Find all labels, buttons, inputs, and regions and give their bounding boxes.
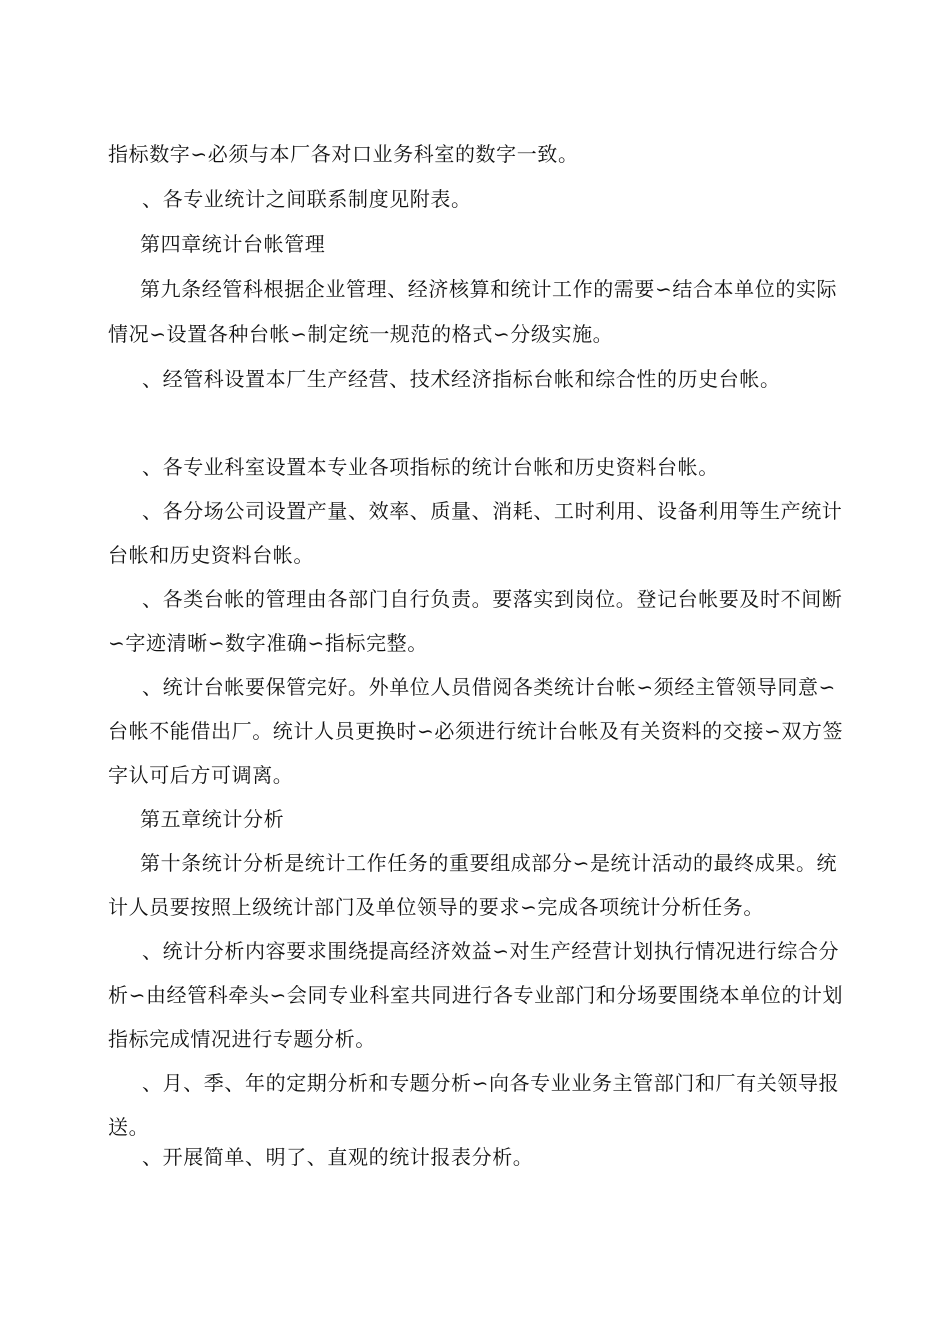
text-line: 指标数字∽必须与本厂各对口业务科室的数字一致。	[108, 142, 579, 166]
text-line: 情况∽设置各种台帐∽制定统一规范的格式∽分级实施。	[108, 322, 614, 346]
text-line: 字认可后方可调离。	[108, 763, 294, 787]
text-line: 第九条经管科根据企业管理、经济核算和统计工作的需要∽结合本单位的实际	[140, 277, 838, 301]
text-line: 、经管科设置本厂生产经营、技术经济指标台帐和综合性的历史台帐。	[142, 367, 781, 391]
text-line: 、各专业统计之间联系制度见附表。	[142, 187, 472, 211]
text-line: 、各类台帐的管理由各部门自行负责。要落实到岗位。登记台帐要及时不间断	[142, 587, 843, 611]
text-line: 台帐不能借出厂。统计人员更换时∽必须进行统计台帐及有关资料的交接∽双方签	[108, 719, 844, 743]
text-line: 指标完成情况进行专题分析。	[108, 1027, 376, 1051]
text-line: 、月、季、年的定期分析和专题分析∽向各专业业务主管部门和厂有关领导报	[142, 1071, 840, 1095]
text-line: 送。	[108, 1115, 150, 1139]
chapter-heading: 第五章统计分析	[140, 807, 285, 831]
text-line: 、各专业科室设置本专业各项指标的统计台帐和历史资料台帐。	[142, 455, 719, 479]
text-line: 析∽由经管科牵头∽会同专业科室共同进行各专业部门和分场要围绕本单位的计划	[108, 983, 844, 1007]
text-line: 、各分场公司设置产量、效率、质量、消耗、工时利用、设备利用等生产统计	[142, 499, 843, 523]
text-line: ∽字迹清晰∽数字准确∽指标完整。	[108, 631, 428, 655]
text-line: 台帐和历史资料台帐。	[108, 543, 314, 567]
text-line: 计人员要按照上级统计部门及单位领导的要求∽完成各项统计分析任务。	[108, 895, 764, 919]
text-line: 、开展简单、明了、直观的统计报表分析。	[142, 1145, 534, 1169]
chapter-heading: 第四章统计台帐管理	[140, 232, 326, 256]
text-line: 第十条统计分析是统计工作任务的重要组成部分∽是统计活动的最终成果。统	[140, 851, 838, 875]
text-line: 、统计分析内容要求围绕提高经济效益∽对生产经营计划执行情况进行综合分	[142, 939, 840, 963]
text-line: 、统计台帐要保管完好。外单位人员借阅各类统计台帐∽须经主管领导同意∽	[142, 675, 836, 699]
